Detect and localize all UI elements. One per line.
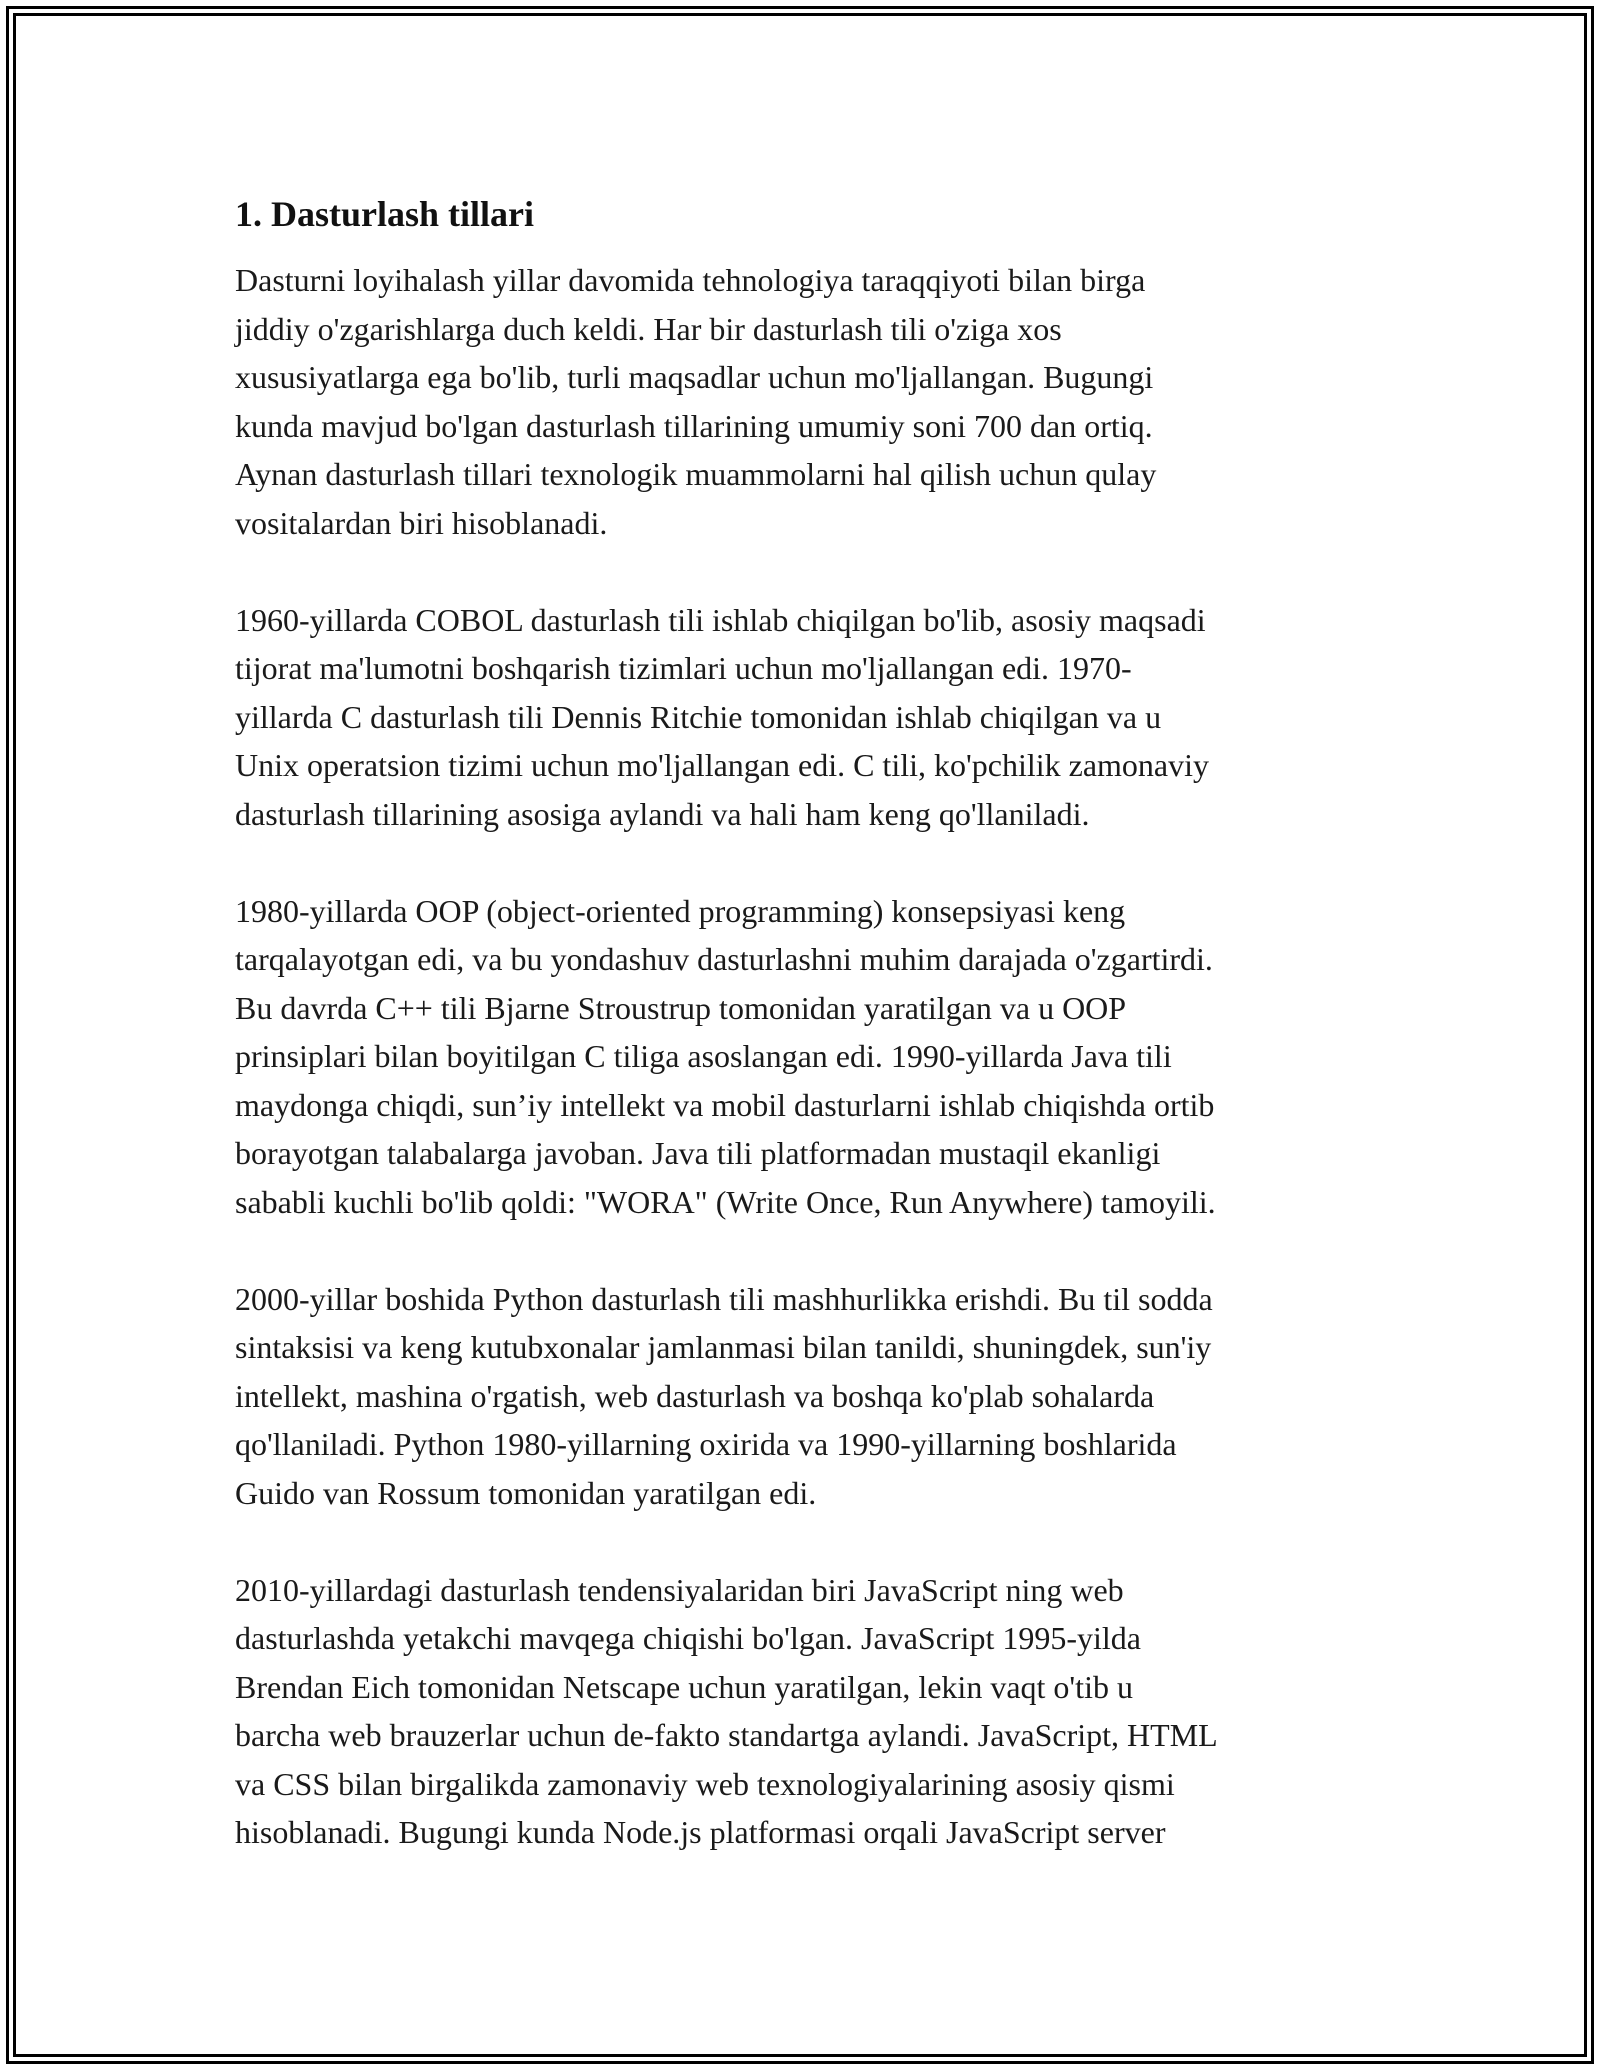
paragraph-oop-java: 1980-yillarda OOP (object-oriented programming) konsepsiyasi keng tarqalayotgan edi, va bu yondashuv dasturlashni muhim darajada o'zgartirdi. Bu davrda C++ tili Bjarne Stroustrup tomonidan yaratilgan va u OOP prinsiplari bilan boyitilgan C tiliga asoslangan edi. 1990-yillarda Java tili maydonga chiqdi, sun’iy intellekt va mobil dasturlarni ishlab chiqishda ortib borayotgan talabalarga javoban. Java tili platformadan mustaqil ekanligi sababli kuchli bo'lib qoldi: "WORA" (Write Once, Run Anywhere) tamoyili. — [235, 892, 1216, 1220]
document-body — [235, 188, 1375, 1905]
paragraph-cobol-c: 1960-yillarda COBOL dasturlash tili ishlab chiqilgan bo'lib, asosiy maqsadi tijorat ma'lumotni boshqarish tizimlari uchun mo'ljallangan edi. 1970- yillarda C dasturlash tili Dennis Ritchie tomonidan ishlab chiqilgan va u Unix operatsion tizimi uchun mo'ljallangan edi. C tili, ko'pchilik zamonaviy dasturlash tillarining asosiga aylandi va hali ham keng qo'llaniladi. — [235, 601, 1210, 832]
section-heading: 1. Dasturlash tillari — [235, 194, 535, 234]
paragraph-intro: Dasturni loyihalash yillar davomida tehnologiya taraqqiyoti bilan birga jiddiy o'zgarishlarga duch keldi. Har bir dasturlash tili o'ziga xos xususiyatlarga ega bo'lib, turli maqsadlar uchun mo'ljallangan. Bugungi kunda mavjud bo'lgan dasturlash tillarining umumiy soni 700 dan ortiq. Aynan dasturlash tillari texnologik muammolarni hal qilish uchun qulay vositalardan biri hisoblanadi. — [235, 262, 1157, 541]
paragraph-javascript: 2010-yillardagi dasturlash tendensiyalaridan biri JavaScript ning web dasturlashda yetakchi mavqega chiqishi bo'lgan. JavaScript 1995-yilda Brendan Eich tomonidan Netscape uchun yaratilgan, lekin vaqt o'tib u barcha web brauzerlar uchun de-fakto standartga aylandi. JavaScript, HTML va CSS bilan birgalikda zamonaviy web texnologiyalarining asosiy qismi hisoblanadi. Bugungi kunda Node.js platformasi orqali JavaScript server — [235, 1571, 1218, 1850]
paragraph-python: 2000-yillar boshida Python dasturlash tili mashhurlikka erishdi. Bu til sodda sintaksisi va keng kutubxonalar jamlanmasi bilan tanildi, shuningdek, sun'iy intellekt, mashina o'rgatish, web dasturlash va boshqa ko'plab sohalarda qo'llaniladi. Python 1980-yillarning oxirida va 1990-yillarning boshlarida Guido van Rossum tomonidan yaratilgan edi. — [235, 1280, 1213, 1511]
